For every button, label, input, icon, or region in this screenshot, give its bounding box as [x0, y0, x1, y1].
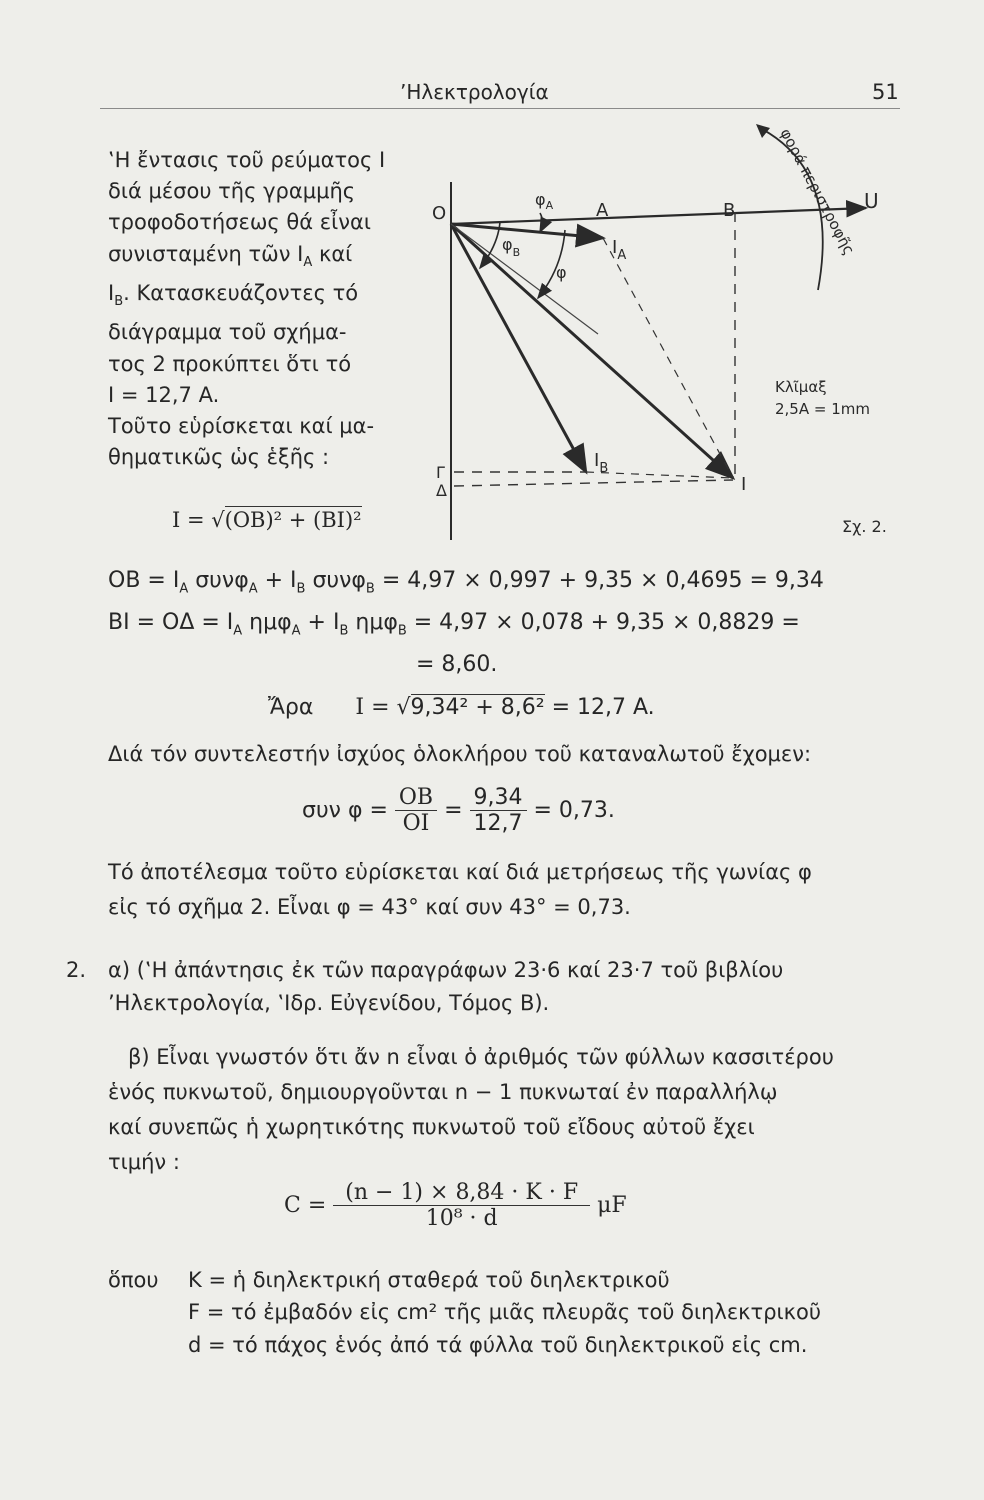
alpha-line-1: α) (‛Η ἀπάντησις ἐκ τῶν παραγράφων 23·6 καί 23·7 τοῦ βιβλίου	[108, 958, 784, 982]
label-IB: $I_B$	[594, 450, 609, 476]
result-line-2: εἰς τό σχῆμα 2. Εἶναι φ = 43° καί συν 43° = 0,73.	[108, 895, 631, 919]
fraction-OB-OI: $\frac{OB}{OI}$	[395, 785, 437, 836]
where-F: F = τό ἐμβαδόν εἰς cm² τῆς μιᾶς πλευρᾶς τοῦ διηλεκτρικοῦ	[188, 1300, 822, 1324]
label-O: O	[432, 203, 447, 224]
intro-line: Τοῦτο εὑρίσκεται καί μα-	[108, 414, 375, 438]
phasor-IB	[451, 224, 586, 472]
page-number: 51	[872, 80, 899, 104]
intro-line: τος 2 προκύπτει ὅτι τό	[108, 351, 352, 376]
rotation-label: φορά περιστροφῆς	[776, 125, 859, 258]
where-K: K = ἡ διηλεκτρική σταθερά τοῦ διηλεκτρικοῦ	[188, 1268, 670, 1292]
label-A: A	[596, 200, 609, 221]
result-line-1: Τό ἀποτέλεσμα τοῦτο εὑρίσκεται καί διά μετρήσεως τῆς γωνίας φ	[108, 860, 812, 884]
item-number: 2.	[66, 958, 87, 982]
intro-line: $I_B$. Κατασκευάζοντες τό	[108, 281, 359, 310]
capacitance-formula: C = $\frac{(n - 1) \times 8,84 \cdot K \cdot F}{\text{10⁸ · d}}$ μF	[284, 1180, 627, 1231]
label-I: I	[741, 474, 747, 495]
phasor-I	[451, 224, 733, 478]
intro-line: ‛Η ἔντασις τοῦ ρεύματος I	[108, 148, 386, 172]
beta-line-1: β) Εἶναι γνωστόν ὅτι ἄν n εἶναι ὁ ἀριθμός τῶν φύλλων κασσιτέρου	[128, 1045, 834, 1069]
beta-line-2: ἑνός πυκνωτοῦ, δημιουργοῦνται n − 1 πυκνωταί ἐν παραλλήλῳ	[108, 1080, 778, 1104]
scale-title: Κλῖμαξ	[775, 378, 827, 396]
capacitance-fraction: $\frac{(n - 1) \times 8,84 \cdot K \cdot F}{\text{10⁸ · d}}$	[333, 1180, 590, 1231]
label-Gamma: Γ	[436, 463, 445, 482]
formula-I: I = √(OB)² + (BI)²	[172, 508, 362, 532]
rotation-arrowhead	[756, 124, 770, 138]
intro-line: διάγραμμα τοῦ σχήμα-	[108, 320, 347, 345]
radicand: (OB)² + (BI)²	[224, 508, 362, 532]
label-B: B	[723, 200, 736, 221]
equation-OB: OB = $I_A$ $\sigma\upsilon\nu\varphi_A + I_B$ συνφ$_B$ = 4,97 × 0,997 + 9,35 × 0,4695 = 9,34	[108, 568, 824, 597]
label-phiB: $\varphi_B$	[502, 235, 521, 259]
label-U: U	[864, 189, 879, 213]
alpha-line-2: ’Ηλεκτρολογία, ‛Ιδρ. Εὐγενίδου, Τόμος Β).	[108, 991, 550, 1015]
label-IA: $I_A$	[612, 237, 627, 263]
equation-BI-result: = 8,60.	[416, 652, 498, 677]
intro-line: I = 12,7 A.	[108, 382, 220, 407]
power-factor-formula: συν φ = $\frac{OB}{OI}$ = $\frac{9,34}{12,7}$ = 0,73.	[302, 785, 615, 836]
dashed-A-I	[603, 238, 733, 478]
intro-line: τροφοδοτήσεως θά εἶναι	[108, 210, 371, 235]
beta-line-4: τιμήν :	[108, 1150, 180, 1174]
fraction-values: $\frac{9,34}{12,7}$	[470, 785, 527, 836]
guide-line	[451, 224, 598, 334]
intro-line: διά μέσου τῆς γραμμῆς	[108, 179, 356, 204]
equation-ara: Ἄρα I = √9,34² + 8,6² = 12,7 A.	[268, 695, 655, 720]
voltage-axis-U	[451, 208, 866, 224]
where-d: d = τό πάχος ἑνός ἀπό τά φύλλα τοῦ διηλεκτρικοῦ εἰς cm.	[188, 1333, 808, 1357]
label-phiA: $\varphi_A$	[535, 190, 554, 212]
ara-radicand: 9,34² + 8,6²	[410, 695, 545, 720]
beta-line-3: καί συνεπῶς ἡ χωρητικότης πυκνωτοῦ τοῦ εἴδους αὐτοῦ ἔχει	[108, 1115, 755, 1139]
dashed-Delta	[454, 480, 733, 486]
figure-caption: Σχ. 2.	[842, 517, 887, 536]
arc-phiA	[540, 213, 543, 232]
label-phi: φ	[556, 263, 567, 282]
power-factor-intro: Διά τόν συντελεστήν ἰσχύος ὁλοκλήρου τοῦ καταναλωτοῦ ἔχομεν:	[108, 742, 812, 766]
running-header: ’Ηλεκτρολογία	[400, 80, 549, 104]
ara-word: Ἄρα	[268, 695, 314, 720]
intro-line: θηματικῶς ὡς ἑξῆς :	[108, 445, 330, 470]
scale-value: 2,5A = 1mm	[775, 400, 870, 418]
phasor-diagram	[0, 0, 984, 560]
phasor-IA	[451, 224, 603, 238]
intro-line: συνισταμένη τῶν $I_A$ καί	[108, 241, 353, 270]
label-Delta: Δ	[436, 481, 447, 500]
equation-BI: BI = $O\Delta = I_A$ $\eta\mu\varphi_A + I_B$ ημφ$_B$ = 4,97 × 0,078 + 9,35 × 0,8829 =	[108, 610, 800, 639]
where-lead: ὅπου	[108, 1268, 159, 1292]
